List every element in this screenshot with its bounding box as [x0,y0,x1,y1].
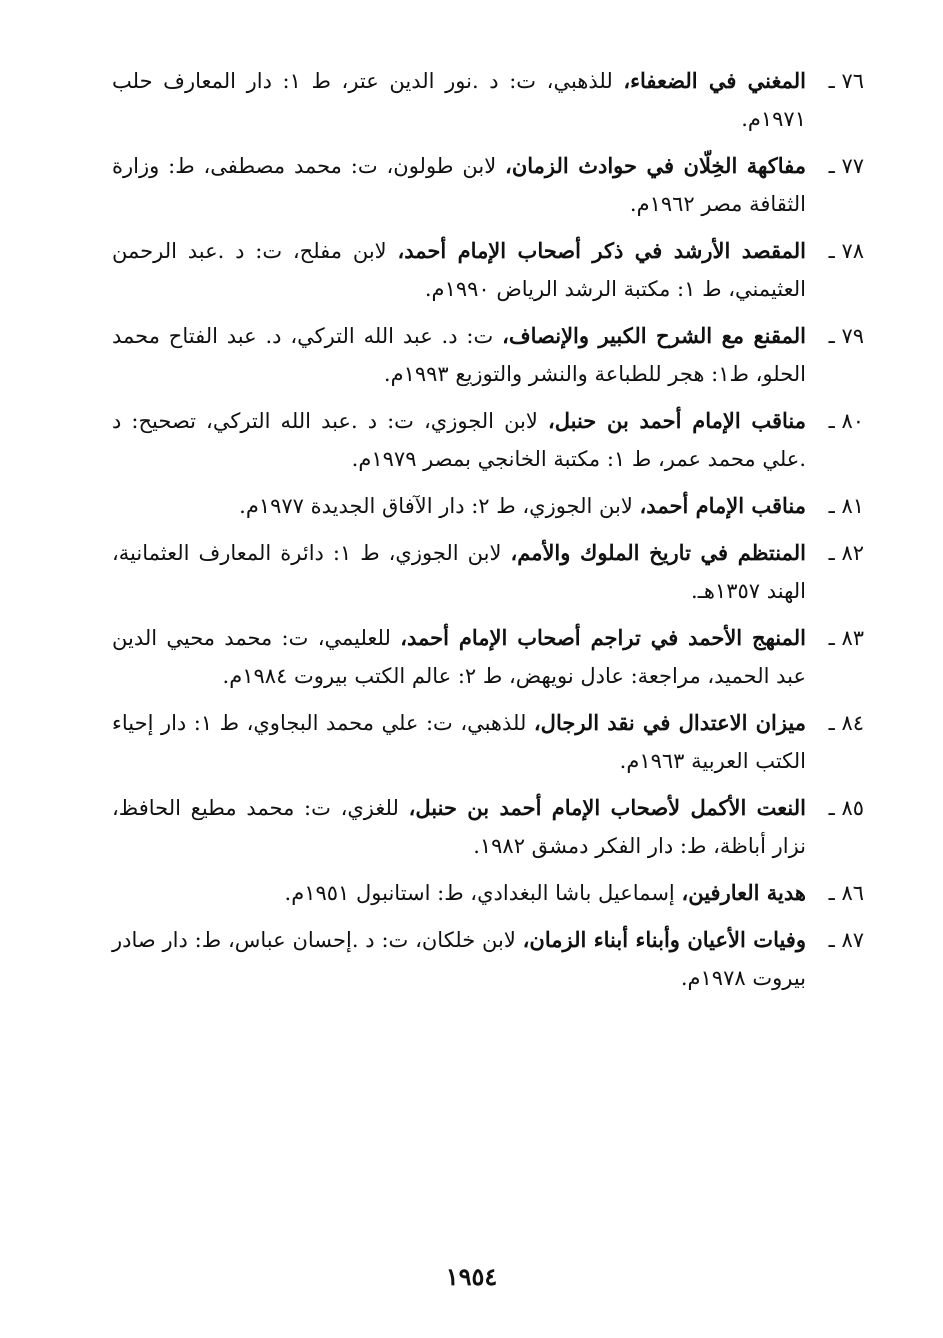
entry-text [112,534,806,610]
entry-title: النعت الأكمل لأصحاب الإمام أحمد بن حنبل، [408,795,806,820]
page-number: ١٩٥٤ [445,1262,498,1291]
entry-details: للعليمي، ت: محمد محيي الدين عبد الحميد، مراجعة: عادل نويهض، ط ٢: عالم الكتب بيروت ١٩٨٤م. [112,626,806,688]
bibliography-entry [112,487,864,525]
entry-text [112,147,806,223]
bibliography-entry [112,789,864,865]
entry-text [112,789,806,865]
entry-details: إسماعيل باشا البغدادي، ط: استانبول ١٩٥١م. [284,881,682,905]
entry-title: مفاكهة الخِلّان في حوادث الزمان، [505,153,806,178]
entry-text [112,704,806,780]
entry-number: ٧٧ ـ [828,154,864,178]
entry-number: ٨١ ـ [828,494,864,518]
entry-details: لابن الجوزي، ط ٢: دار الآفاق الجديدة ١٩٧٧م. [239,494,640,518]
entry-details: ت: د. عبد الله التركي، د. عبد الفتاح محمد الحلو، ط١: هجر للطباعة والنشر والتوزيع ١٩٩٣م. [112,324,806,386]
entry-number: ٧٦ ـ [828,69,864,93]
bibliography-entry [112,534,864,610]
entry-details: لابن الجوزي، ط ١: دائرة المعارف العثمانية، الهند ١٣٥٧هـ. [112,541,806,603]
entry-details: لابن خلكان، ت: د .إحسان عباس، ط: دار صادر بيروت ١٩٧٨م. [112,928,806,990]
bibliography-entry [112,619,864,695]
entry-number: ٧٩ ـ [828,324,864,348]
entry-title: المنهج الأحمد في تراجم أصحاب الإمام أحمد، [400,625,807,650]
entry-number: ٨٠ ـ [828,409,864,433]
entry-details: للغزي، ت: محمد مطيع الحافظ، نزار أباظة، ط: دار الفكر دمشق ١٩٨٢. [112,796,806,858]
entry-title: المقنع مع الشرح الكبير والإنصاف، [502,323,806,348]
entry-title: هدية العارفين، [681,880,806,905]
entry-number: ٨٢ ـ [828,541,864,565]
bibliography-entry [112,921,864,997]
entry-number: ٨٣ ـ [828,626,864,650]
entry-number: ٧٨ ـ [828,239,864,263]
entry-text [112,317,806,393]
entry-details: لابن طولون، ت: محمد مصطفى، ط: وزارة الثقافة مصر ١٩٦٢م. [112,154,806,216]
entry-details: للذهبي، ت: علي محمد البجاوي، ط ١: دار إحياء الكتب العربية ١٩٦٣م. [112,711,806,773]
entry-number: ٨٦ ـ [828,881,864,905]
entry-text [112,921,806,997]
entry-details: للذهبي، ت: د .نور الدين عتر، ط ١: دار المعارف حلب ١٩٧١م. [112,69,806,131]
entry-text [112,402,806,478]
entry-number: ٨٤ ـ [828,711,864,735]
entry-text [112,874,806,912]
bibliography-entry [112,317,864,393]
entry-title: المغني في الضعفاء، [623,68,806,93]
bibliography-entry [112,704,864,780]
entry-details: لابن الجوزي، ت: د .عبد الله التركي، تصحيح: د .علي محمد عمر، ط ١: مكتبة الخانجي بمصر ١٩٧٩م. [112,409,806,471]
entry-text [112,62,806,138]
entry-text [112,232,806,308]
entry-title: ميزان الاعتدال في نقد الرجال، [533,710,806,735]
entry-text [112,487,806,525]
entry-details: لابن مفلح، ت: د .عبد الرحمن العثيمني، ط ١: مكتبة الرشد الرياض ١٩٩٠م. [112,239,806,301]
entry-title: وفيات الأعيان وأبناء أبناء الزمان، [522,927,806,952]
entry-title: المنتظم في تاريخ الملوك والأمم، [510,540,806,565]
bibliography-entry [112,232,864,308]
entry-title: مناقب الإمام أحمد بن حنبل، [547,408,807,433]
bibliography-list [112,62,864,1006]
entry-text [112,619,806,695]
entry-title: مناقب الإمام أحمد، [639,493,806,518]
entry-title: المقصد الأرشد في ذكر أصحاب الإمام أحمد، [397,238,806,263]
bibliography-entry [112,147,864,223]
bibliography-entry [112,62,864,138]
bibliography-entry [112,874,864,912]
bibliography-entry [112,402,864,478]
entry-number: ٨٥ ـ [828,796,864,820]
entry-number: ٨٧ ـ [828,928,864,952]
